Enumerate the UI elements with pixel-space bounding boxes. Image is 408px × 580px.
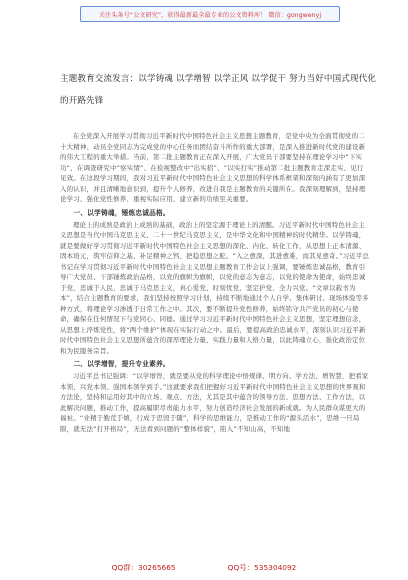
page-footer xyxy=(0,562,408,576)
section-paragraph: 理论上的成熟是政治上成熟的基础，政治上的坚定源于理论上的清醒。习近平新时代中国特色社会主义思想是当代中国马克思主义、二十一世纪马克思主义，是中华文化和中国精神的时代精华。以学铸魂，就是要做好学习贯彻习近平新时代中国特色社会主义思想的深化、内化、转化工作，从思想上正本清源、固本培元，筑牢信仰之基、补足精神之钙、把稳思想之舵。“入之愈深，其进愈难，而其见愈奇。”习近平总书记在学习贯彻习近平新时代中国特色社会主义思想主题教育工作会议上强调，要锤炼忠诚品格，教育引导广大党员、干部锤炼政治品格，以党的旗帜为旗帜，以党的意志为意志，以党的使命为使命，始终忠诚于党、忠诚于人民，忠诚于马克思主义，真心爱党、时刻忧党、坚定护党、全力兴党。“文章以载书为本”，结合主题教育的要求，我们坚持按照学习计划，持续不断地通过个人自学、集体研讨、现场体验等多种方式，将理论学习渗透于日常工作之中。其次，要不断提升党性修养，始终铭守共产党员的初心与使命，确保在任何情况下与党同心、同德。通过学习习近平新时代中国特色社会主义思想，坚定理想信念，从思想上淬炼党性，将“两个维护”体现在实际行动之中。最后，要提高政治忠诚水平，深刻认识习近平新时代中国特色社会主义思想所蕴含的深厚理论力量、实践力量和人格力量，以此铸魂立心，强化政治定位和为民服务宗旨。 xyxy=(60,220,370,355)
document-body xyxy=(60,131,370,434)
section-heading: 二、以学增智，提升专业素养。 xyxy=(73,360,170,368)
section-heading: 一、以学铸魂，锤炼忠诚品格。 xyxy=(73,208,170,217)
footer-qq-group: QQ群：30265665 xyxy=(111,563,176,572)
intro-paragraph: 在全党深入开展学习贯彻习近平新时代中国特色社会主义思想主题教育，是党中央为全面贯彻党的二十大精神、动员全党同志为完成党的中心任务而团结奋斗所作的重大部署，是深入推进新时代党的建设新的伟大工程的重大举措。当前，第二批主题教育正在深入开展，广大党员干部要坚持在理论学习中“下实功”、在调查研究中“察实情”、在检视整改中“出实招”、“以实打实”推动第二批主题教育走深走实、见行见效。在这段学习期间，我对习近平新时代中国特色社会主义思想的科学体系框架和深刻内涵有了更加深入的认识，并且清晰地意识到，提升个人修养，改进自我是主题教育的关键所在。我深刻理解到，坚持理论学习、强化党性修养、重视实际应用、建立新的功绩至关重要。 xyxy=(60,132,366,203)
section-paragraph: 习近平总书记强调：“以学增智，就是要从党的科学理论中悟规律、明方向、学方法、增智慧，把看家本领、兴党本领、强国本领学到手。”这就要求我们把握好习近平新时代中国特色社会主义思想的世界观和方法论，坚持和运用好其中的立场、观点、方法，尤其是其中蕴含的领导方法、思想方法、工作方法，以此解决问题，推动工作，提高履职尽责能力水平，努力创造经济社会发展的新成就。为人民群众谋更大的福祉。“业精于勤荒于嬉，行成于思毁于随”，科学的思维能力，是推动工作的“源头活水”，思维一旦局限，就无法“打开格局”，无法看到问题的“整体样貌”，陷入“不知山高，不知地 xyxy=(60,372,369,433)
document-title: 主题教育交流发言：以学铸魂 以学增智 以学正风 以学促干 努力当好中国式现代化的开路先锋 xyxy=(60,74,377,106)
footer-qq-number: QQ号：535304092 xyxy=(227,563,297,572)
promo-banner-text: 关注头条号“公文研究”，获得最新最全最专业的公文资料库！ 微信：gongwenyj xyxy=(98,11,322,19)
promo-banner xyxy=(80,6,340,22)
